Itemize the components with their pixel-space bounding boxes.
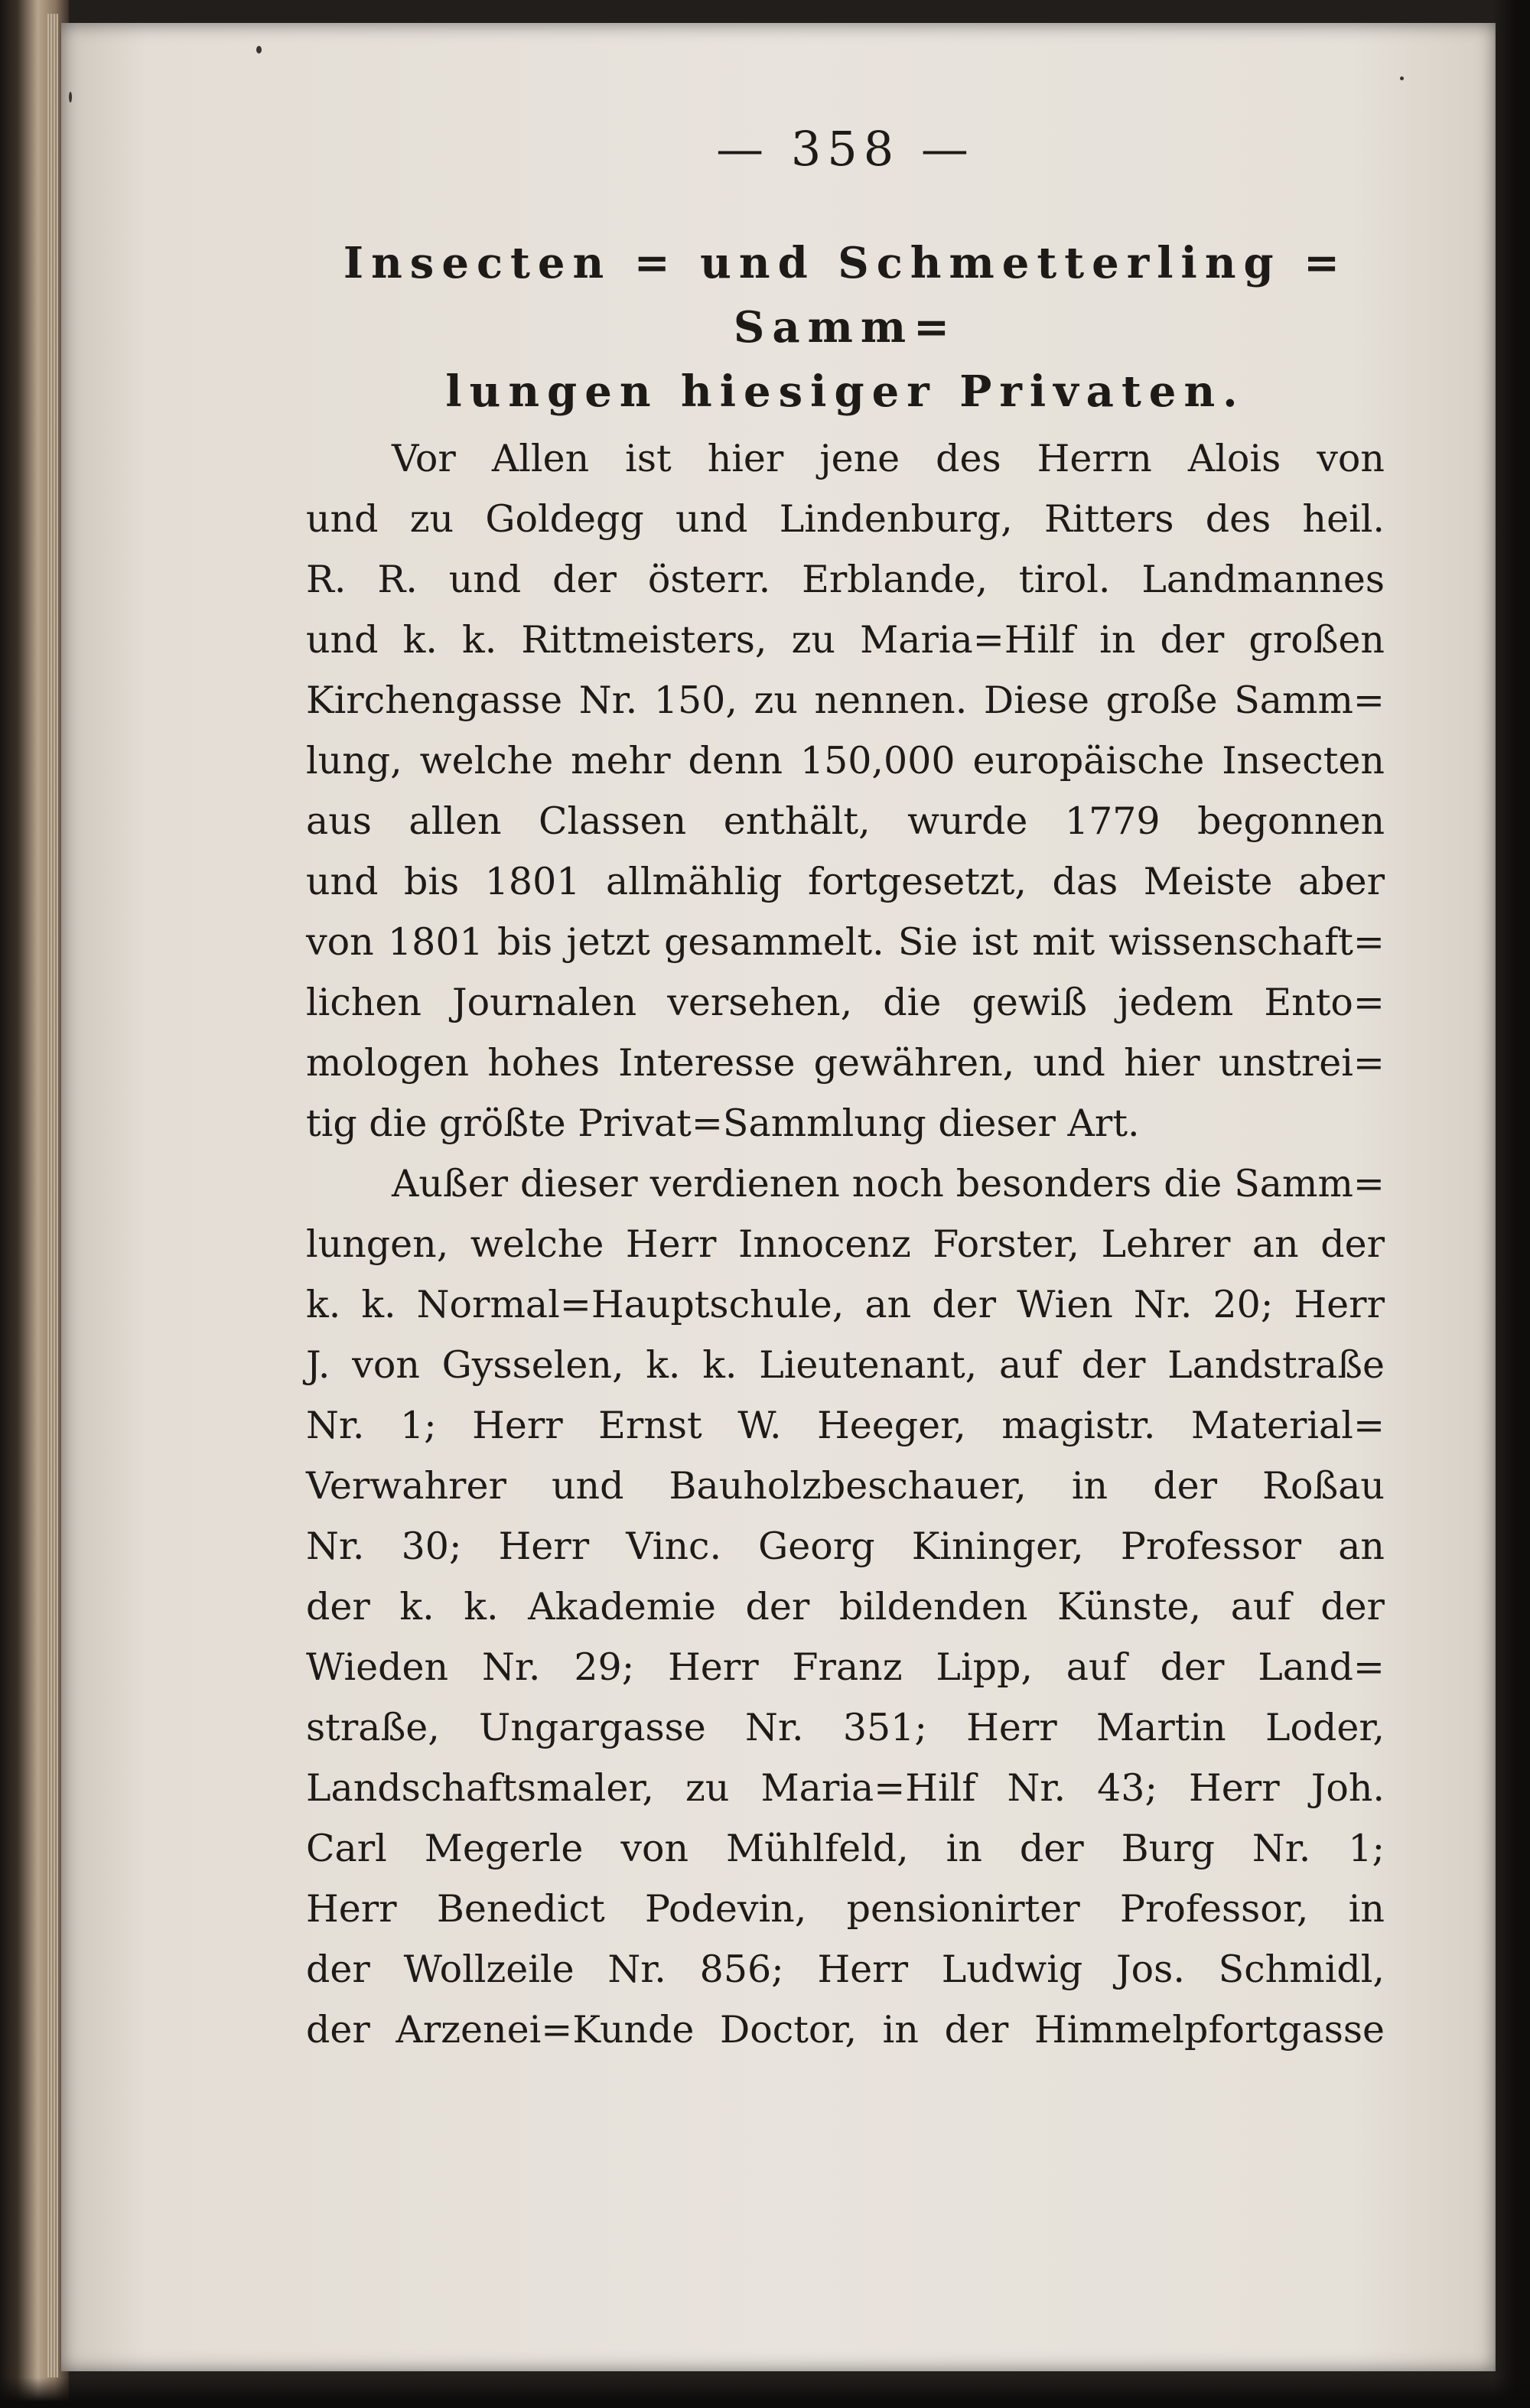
text-line: mologen hohes Interesse gewähren, und hier unstrei=: [306, 1041, 1385, 1085]
text-line: Verwahrer und Bauholzbeschauer, in der Roßau: [306, 1464, 1385, 1508]
section-heading: [306, 231, 1385, 424]
text-line: Nr. 30; Herr Vinc. Georg Kininger, Professor an: [306, 1525, 1385, 1568]
text-line: Vor Allen ist hier jene des Herrn Alois von: [392, 437, 1385, 480]
ink-speck: [256, 46, 262, 54]
text-line: Carl Megerle von Mühlfeld, in der Burg Nr. 1;: [306, 1827, 1385, 1870]
page-stack-edge: [47, 14, 58, 2377]
text-line: Landschaftsmaler, zu Maria=Hilf Nr. 43; Herr Joh.: [306, 1766, 1385, 1810]
right-edge-shadow: [1493, 0, 1530, 2408]
text-line: der Arzenei=Kunde Doctor, in der Himmelpfortgasse: [306, 2008, 1385, 2052]
heading-line: lungen hiesiger Privaten.: [445, 366, 1245, 417]
text-line: lung, welche mehr denn 150,000 europäische Insecten: [306, 739, 1385, 783]
text-line: von 1801 bis jetzt gesammelt. Sie ist mit wissenschaft=: [306, 920, 1385, 964]
text-line: R. R. und der österr. Erblande, tirol. Landmannes: [306, 558, 1385, 601]
text-line: Kirchengasse Nr. 150, zu nennen. Diese große Samm=: [306, 678, 1385, 722]
text-line: und zu Goldegg und Lindenburg, Ritters des heil.: [306, 497, 1385, 541]
text-line: Herr Benedict Podevin, pensionirter Professor, in: [306, 1887, 1385, 1931]
text-line: und k. k. Rittmeisters, zu Maria=Hilf in der großen: [306, 618, 1385, 662]
ink-speck: [1400, 76, 1404, 80]
ink-speck: [69, 92, 72, 103]
paragraph-1: [306, 428, 1385, 1154]
bottom-edge-shadow: [0, 2377, 1530, 2408]
heading-line: Insecten = und Schmetterling = Samm=: [343, 238, 1348, 353]
text-line: k. k. Normal=Hauptschule, an der Wien Nr. 20; Herr: [306, 1283, 1385, 1326]
text-line: lungen, welche Herr Innocenz Forster, Lehrer an der: [306, 1222, 1385, 1266]
text-line: lichen Journalen versehen, die gewiß jedem Ento=: [306, 981, 1385, 1024]
text-line: der k. k. Akademie der bildenden Künste, auf der: [306, 1585, 1385, 1629]
page-text: [306, 122, 1385, 2060]
text-line: J. von Gysselen, k. k. Lieutenant, auf der Landstraße: [306, 1343, 1385, 1387]
text-line: und bis 1801 allmählig fortgesetzt, das Meiste aber: [306, 860, 1385, 903]
paragraph-2: [306, 1154, 1385, 2060]
text-line: straße, Ungargasse Nr. 351; Herr Martin Loder,: [306, 1706, 1385, 1749]
text-line: Nr. 1; Herr Ernst W. Heeger, magistr. Material=: [306, 1404, 1385, 1447]
text-line: aus allen Classen enthält, wurde 1779 begonnen: [306, 799, 1385, 843]
text-line: Außer dieser verdienen noch besonders die Samm=: [392, 1162, 1385, 1206]
text-line: der Wollzeile Nr. 856; Herr Ludwig Jos. Schmidl,: [306, 1948, 1385, 1991]
text-line: Wieden Nr. 29; Herr Franz Lipp, auf der Land=: [306, 1645, 1385, 1689]
book-spine: [0, 0, 69, 2408]
text-line: tig die größte Privat=Sammlung dieser Art.: [306, 1101, 1140, 1145]
page-number: — 358 —: [716, 121, 975, 177]
